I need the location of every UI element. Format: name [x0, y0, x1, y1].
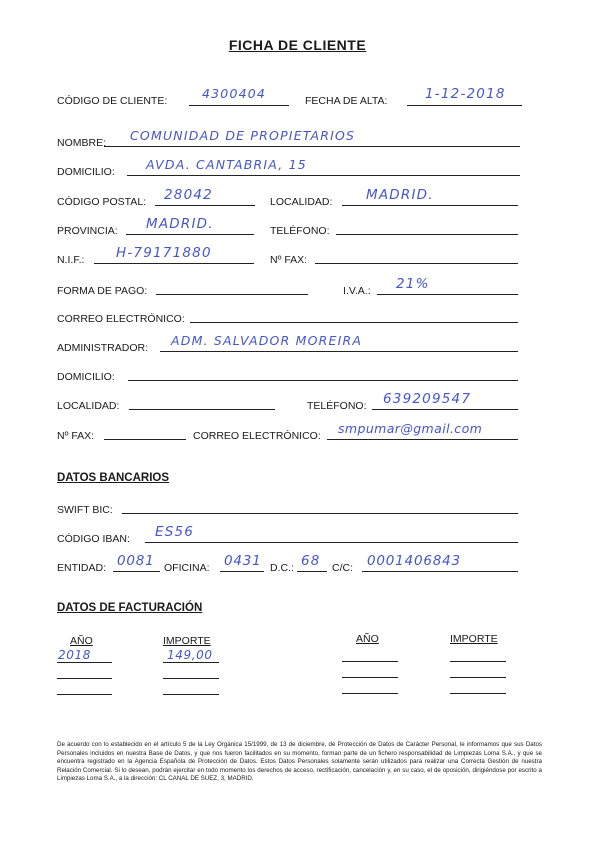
office-line	[220, 571, 264, 572]
billing-year-line	[57, 662, 112, 663]
nif-label: N.I.F.:	[57, 254, 85, 266]
office-value[interactable]: 0431	[224, 553, 262, 569]
name-label: NOMBRE:	[57, 137, 107, 149]
billing-amount-header-2: IMPORTE	[450, 633, 498, 645]
payment-method-line[interactable]	[156, 294, 308, 295]
vat-label: I.V.A.:	[343, 285, 371, 297]
admin-phone-label: TELÉFONO:	[307, 400, 367, 412]
billing-year-header-2: AÑO	[356, 633, 379, 645]
postal-code-value[interactable]: 28042	[164, 187, 213, 203]
dc-line	[297, 571, 327, 572]
nif-line	[94, 263, 254, 264]
signup-date-value[interactable]: 1-12-2018	[425, 86, 506, 102]
billing-amount-line[interactable]	[450, 661, 506, 662]
billing-amount-line[interactable]	[163, 694, 219, 695]
phone-label: TELÉFONO:	[270, 225, 330, 237]
fax-line[interactable]	[315, 263, 518, 264]
billing-year-line[interactable]	[342, 677, 398, 678]
billing-row1-amount[interactable]: 149,00	[167, 648, 213, 662]
vat-value[interactable]: 21%	[396, 276, 430, 292]
vat-line	[377, 294, 518, 295]
admin-email-line	[327, 439, 518, 440]
client-code-label: CÓDIGO DE CLIENTE:	[57, 95, 168, 107]
signup-date-line	[407, 105, 522, 106]
iban-value[interactable]: ES56	[155, 524, 195, 540]
province-value[interactable]: MADRID.	[146, 216, 214, 232]
admin-email-value[interactable]: smpumar@gmail.com	[338, 421, 483, 436]
swift-label: SWIFT BIC:	[57, 504, 113, 516]
dc-value[interactable]: 68	[301, 553, 321, 569]
dc-label: D.C.:	[270, 562, 294, 574]
account-label: C/C:	[332, 562, 353, 574]
admin-phone-value[interactable]: 639209547	[383, 391, 472, 407]
city-label: LOCALIDAD:	[270, 196, 333, 208]
address-line	[127, 175, 520, 176]
administrator-value[interactable]: ADM. SALVADOR MOREIRA	[171, 333, 363, 348]
postal-code-line	[155, 205, 255, 206]
admin-address-label: DOMICILIO:	[57, 371, 115, 383]
name-line	[104, 146, 520, 147]
billing-row1-year[interactable]: 2018	[58, 648, 91, 662]
nif-value[interactable]: H-79171880	[116, 245, 212, 261]
fax-label: Nº FAX:	[270, 254, 308, 266]
client-code-line	[189, 105, 289, 106]
name-value[interactable]: COMUNIDAD DE PROPIETARIOS	[130, 128, 356, 143]
admin-email-label: CORREO ELECTRÓNICO:	[193, 430, 321, 442]
payment-method-label: FORMA DE PAGO:	[57, 285, 148, 297]
admin-city-line[interactable]	[129, 409, 275, 410]
billing-year-line[interactable]	[342, 693, 398, 694]
form-title-text: FICHA DE CLIENTE	[228, 37, 367, 53]
province-label: PROVINCIA:	[57, 225, 118, 237]
bank-data-heading: DATOS BANCARIOS	[57, 472, 170, 484]
entity-label: ENTIDAD:	[57, 562, 107, 574]
billing-amount-header-1: IMPORTE	[163, 635, 211, 647]
email-label: CORREO ELECTRÓNICO:	[57, 313, 185, 325]
city-value[interactable]: MADRID.	[366, 187, 434, 203]
admin-phone-line	[372, 409, 518, 410]
iban-label: CÓDIGO IBAN:	[57, 533, 130, 545]
admin-city-label: LOCALIDAD:	[57, 400, 120, 412]
address-label: DOMICILIO:	[57, 166, 115, 178]
billing-year-header-1: AÑO	[70, 635, 93, 647]
iban-line	[145, 542, 518, 543]
billing-heading: DATOS DE FACTURACIÓN	[57, 602, 203, 614]
address-value[interactable]: AVDA. CANTABRIA, 15	[146, 157, 307, 172]
account-line	[362, 571, 518, 572]
admin-fax-label: Nº FAX:	[57, 430, 95, 442]
billing-year-line[interactable]	[57, 694, 112, 695]
account-value[interactable]: 0001406843	[367, 553, 461, 569]
client-code-value[interactable]: 4300404	[202, 86, 267, 101]
form-title	[0, 37, 595, 53]
billing-year-line[interactable]	[57, 678, 112, 679]
province-line	[126, 234, 254, 235]
billing-year-line[interactable]	[342, 661, 398, 662]
admin-fax-line[interactable]	[104, 439, 186, 440]
billing-amount-line	[163, 662, 219, 663]
phone-line[interactable]	[336, 234, 518, 235]
administrator-label: ADMINISTRADOR:	[57, 342, 149, 354]
billing-amount-line[interactable]	[163, 678, 219, 679]
admin-address-line[interactable]	[128, 380, 518, 381]
administrator-line	[160, 351, 518, 352]
data-protection-notice: De acuerdo con lo establecido en el artículo 5 de la Ley Orgánica 15/1999, de 13 de diciembre, de Protección de Datos de Carácter Personal, le informamos que sus Datos Personales incluidos en nuestra Base de Datos, y que nos fueron facilitados en su momento, forman parte de un fichero responsabilidad de Limpiezas Loma S.A., y que se encuentra registrado en la Agencia Española de Protección de Datos. Estos Datos Personales solamente serán utilizados para realizar una Correcta Gestión de nuestra Relación Comercial. Si lo desean, podrán ejercitar en todo momento los derechos de acceso, rectificación, cancelación y, en su caso, el de oposición, dirigiéndose por escrito a Limpiezas Loma S.A., a la dirección: CL CANAL DE SUEZ, 3, MADRID.	[57, 741, 542, 783]
postal-code-label: CÓDIGO POSTAL:	[57, 196, 147, 208]
swift-line[interactable]	[122, 513, 518, 514]
entity-value[interactable]: 0081	[117, 553, 155, 569]
office-label: OFICINA:	[164, 562, 210, 574]
signup-date-label: FECHA DE ALTA:	[305, 95, 388, 107]
billing-amount-line[interactable]	[450, 693, 506, 694]
billing-amount-line[interactable]	[450, 677, 506, 678]
email-line[interactable]	[190, 322, 518, 323]
entity-line	[113, 571, 160, 572]
city-line	[342, 205, 518, 206]
